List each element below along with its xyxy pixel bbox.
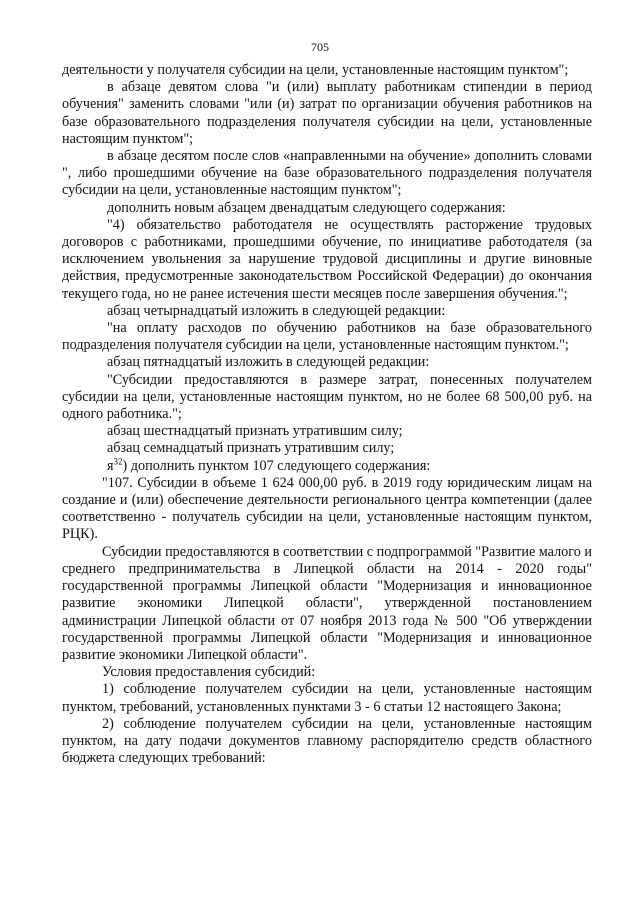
paragraph: Условия предоставления субсидий: <box>102 664 316 681</box>
item-letter: я <box>107 457 114 474</box>
document-body <box>62 62 592 767</box>
item-superscript: 32 <box>113 455 123 466</box>
paragraph: в абзаце десятом после слов «направленными на обучение» дополнить словами ", либо прошедшими обучение на базе образовательного подразделения получателя субсидии на цели, установленные настоящим пунктом"; <box>62 148 592 199</box>
paragraph: абзац пятнадцатый изложить в следующей редакции: <box>107 354 430 371</box>
item-text: ) дополнить пунктом 107 следующего содержания: <box>122 457 431 474</box>
paragraph: "Субсидии предоставляются в размере затрат, понесенных получателем субсидии на цели, установленные настоящим пунктом, но не более 68 500,00 руб. на одного работника."; <box>62 371 592 423</box>
paragraph: в абзаце девятом слова "и (или) выплату работникам стипендии в период обучения" заменить словами "или (и) затрат по организации обучения работников на базе образовательного подразделения получателя субсидии на цели, установленные настоящим пунктом"; <box>62 79 592 147</box>
paragraph: 2) соблюдение получателем субсидии на цели, установленные настоящим пунктом, на дату подачи документов главному распорядителю средств областного бюджета следующих требований: <box>62 715 592 767</box>
paragraph: деятельности у получателя субсидии на цели, установленные настоящим пунктом"; <box>62 62 569 78</box>
paragraph: 1) соблюдение получателем субсидии на цели, установленные настоящим пунктом, требований, установленных пунктами 3 - 6 статьи 12 настоящего Закона; <box>62 681 592 715</box>
paragraph-item-ya <box>62 455 592 475</box>
paragraph: абзац четырнадцатый изложить в следующей редакции: <box>107 302 446 319</box>
paragraph: "4) обязательство работодателя не осуществлять расторжение трудовых договоров с работниками, прошедшими обучение, по инициативе работодателя (за исключением увольнения за нарушение трудовой дисциплины и другие виновные действия, предусмотренные законодательством Российской Федерации) до окончания текущего года, но не ранее истечения шести месяцев после завершения обучения."; <box>62 216 592 302</box>
paragraph: "на оплату расходов по обучению работников на базе образовательного подразделения получателя субсидии на цели, установленные настоящим пунктом."; <box>62 320 592 354</box>
paragraph: Субсидии предоставляются в соответствии с подпрограммой "Развитие малого и среднего предпринимательства в Липецкой области на 2014 - 2020 годы" государственной программы Липецкой области "Модернизация и инновационное развитие экономики Липецкой области", утвержденной постановлением администрации Липецкой области от 07 ноября 2013 года № 500 "Об утверждении государственной программы Липецкой области "Модернизация и инновационное развитие экономики Липецкой области". <box>62 543 592 663</box>
paragraph: абзац шестнадцатый признать утратившим силу; <box>107 423 403 440</box>
paragraph: дополнить новым абзацем двенадцатым следующего содержания: <box>107 199 506 216</box>
paragraph: "107. Субсидии в объеме 1 624 000,00 руб. в 2019 году юридическим лицам на создание и (или) обеспечение деятельности регионального центра компетенции (далее соответственно - получатель субсидии на цели, установленные настоящим пунктом, РЦК). <box>62 474 592 543</box>
page-number: 705 <box>311 40 329 54</box>
paragraph: абзац семнадцатый признать утратившим силу; <box>107 440 395 457</box>
